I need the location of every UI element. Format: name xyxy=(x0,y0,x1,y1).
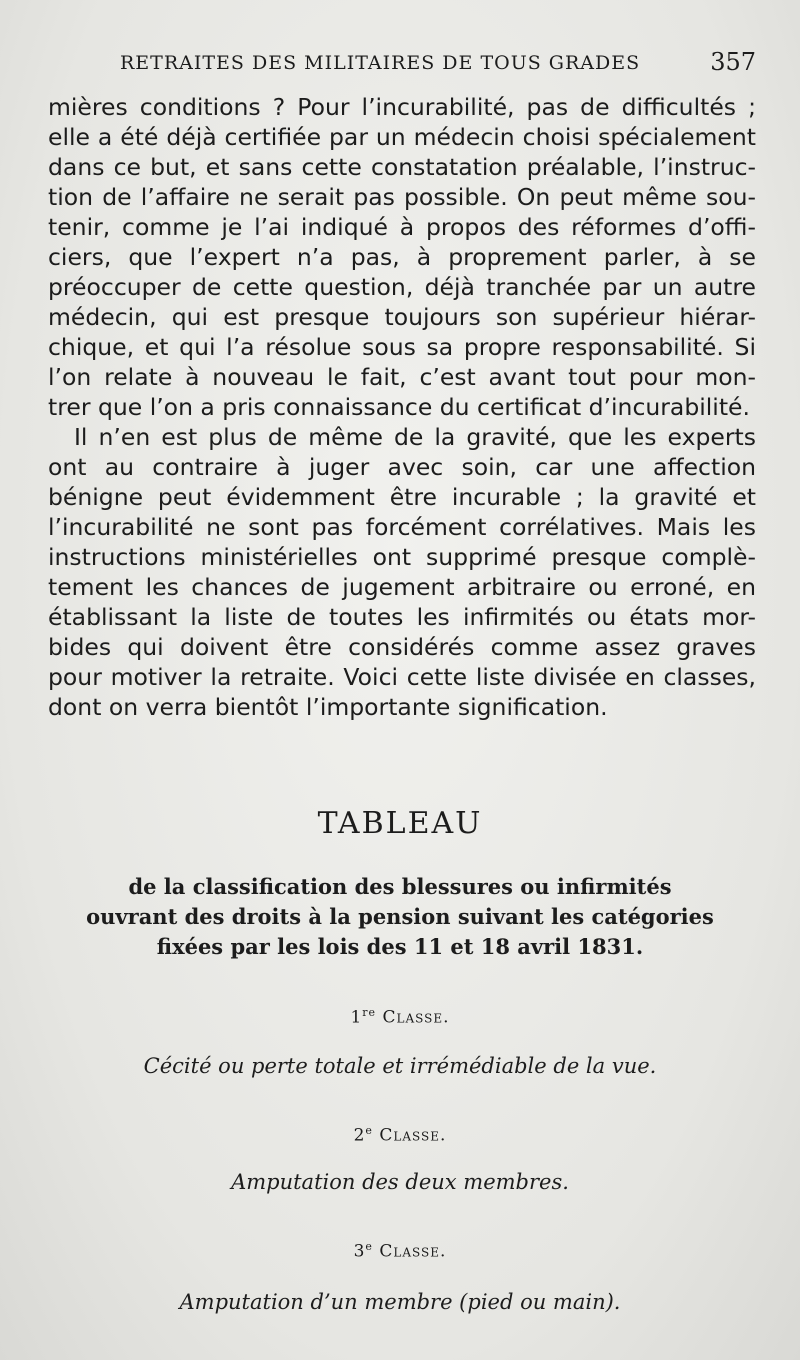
text-line: bénigne peut évidemment être incurable ; la gravité et xyxy=(48,483,756,511)
text-line: tenir, comme je l’ai indiqué à propos des réformes d’offi- xyxy=(48,213,756,241)
running-title: RETRAITES DES MILITAIRES DE TOUS GRADES xyxy=(120,52,641,74)
class-3-label xyxy=(0,1240,800,1262)
text-line: trer que l’on a pris connaissance du certificat d’incurabilité. xyxy=(48,393,750,421)
class-ordinal: re xyxy=(362,1006,377,1019)
text-line: dans ce but, et sans cette constatation préalable, l’instruc- xyxy=(48,153,756,181)
text-line: pour motiver la retraite. Voici cette liste divisée en classes, xyxy=(48,663,756,691)
text-line: tement les chances de jugement arbitraire ou erroné, en xyxy=(48,573,756,601)
text-line: médecin, qui est presque toujours son supérieur hiérar- xyxy=(48,303,756,331)
text-line: mières conditions ? Pour l’incurabilité, pas de difficultés ; xyxy=(48,93,756,121)
class-2-label xyxy=(0,1124,800,1146)
text-line: instructions ministérielles ont supprimé presque complè- xyxy=(48,543,756,571)
text-line: bides qui doivent être considérés comme assez graves xyxy=(48,633,756,661)
text-line: préoccuper de cette question, déjà tranchée par un autre xyxy=(48,273,756,301)
text-line: l’on relate à nouveau le fait, c’est avant tout pour mon- xyxy=(48,363,756,391)
subtitle-line: ouvrant des droits à la pension suivant les catégories xyxy=(86,904,714,929)
text-line: tion de l’affaire ne serait pas possible. On peut même sou- xyxy=(48,183,756,211)
text-line: chique, et qui l’a résolue sous sa propre responsabilité. Si xyxy=(48,333,756,361)
class-number: 2 xyxy=(353,1125,366,1146)
class-word: Classe. xyxy=(379,1125,447,1146)
page-number: 357 xyxy=(710,48,756,76)
class-word: Classe. xyxy=(379,1241,447,1262)
running-head xyxy=(120,48,760,78)
class-3-description: Amputation d’un membre (pied ou main). xyxy=(179,1290,621,1314)
text-line: dont on verra bientôt l’importante signification. xyxy=(48,693,608,721)
text-line: établissant la liste de toutes les infirmités ou états mor- xyxy=(48,603,756,631)
class-2-description: Amputation des deux membres. xyxy=(231,1170,569,1194)
text-line: ont au contraire à juger avec soin, car une affection xyxy=(48,453,756,481)
body-paragraphs xyxy=(48,92,756,722)
class-ordinal: e xyxy=(365,1124,373,1137)
text-line: Il n’en est plus de même de la gravité, que les experts xyxy=(74,423,756,451)
table-subtitle xyxy=(40,872,760,962)
table-heading: TABLEAU xyxy=(317,806,483,841)
subtitle-line: fixées par les lois des 11 et 18 avril 1831. xyxy=(156,934,644,959)
class-ordinal: e xyxy=(365,1240,373,1253)
class-word: Classe. xyxy=(382,1007,450,1028)
subtitle-line: de la classification des blessures ou infirmités xyxy=(128,874,672,899)
text-line: l’incurabilité ne sont pas forcément corrélatives. Mais les xyxy=(48,513,756,541)
class-number: 1 xyxy=(350,1007,363,1028)
class-number: 3 xyxy=(353,1241,366,1262)
class-1-description: Cécité ou perte totale et irrémédiable de la vue. xyxy=(143,1054,657,1078)
class-1-label xyxy=(0,1006,800,1028)
text-line: elle a été déjà certifiée par un médecin choisi spécialement xyxy=(48,123,756,151)
text-line: ciers, que l’expert n’a pas, à proprement parler, à se xyxy=(48,243,756,271)
